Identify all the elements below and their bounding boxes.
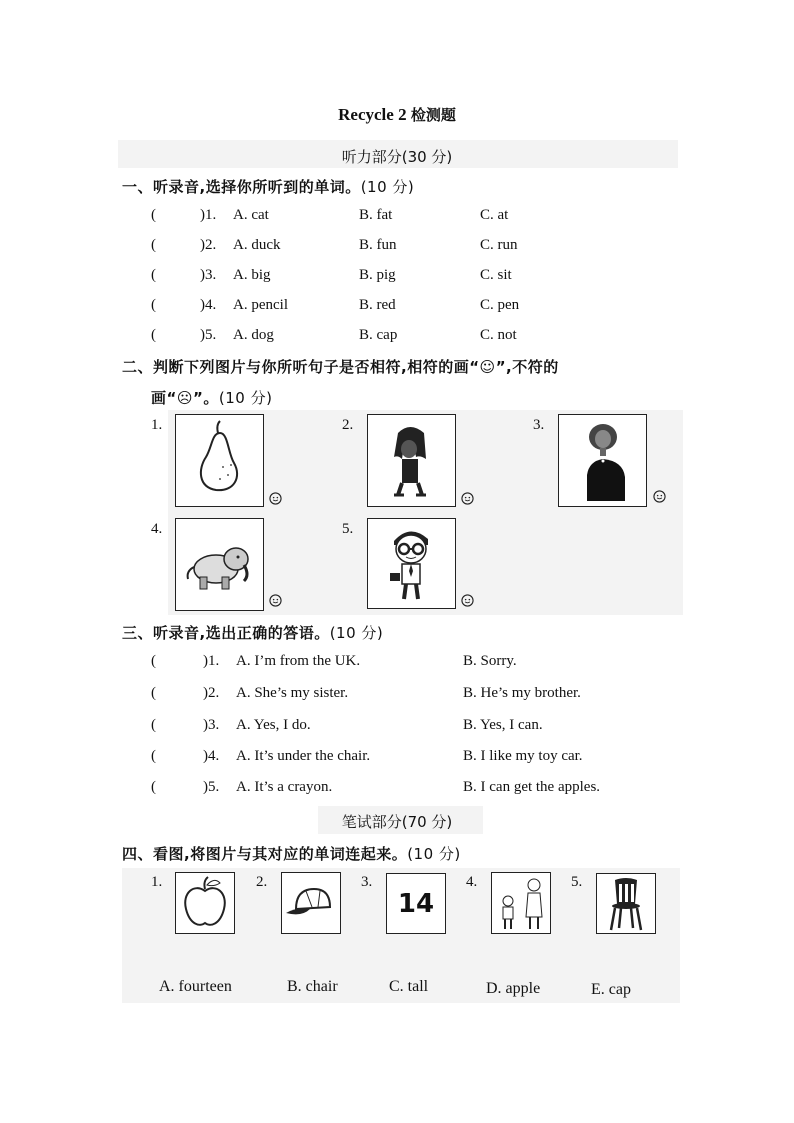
word-option[interactable]: E. cap: [591, 981, 631, 998]
word-option[interactable]: C. tall: [389, 978, 429, 995]
option-a: A. dog: [233, 327, 274, 343]
question-number: )4.: [203, 748, 220, 764]
word-option[interactable]: A. fourteen: [159, 978, 232, 995]
question-number: )2.: [200, 237, 217, 253]
question-number: )5.: [203, 779, 220, 795]
elephant-icon: [175, 518, 264, 611]
option-a: A. duck: [233, 237, 281, 253]
question-number: )2.: [203, 685, 220, 701]
question-number: )3.: [203, 717, 220, 733]
section2-heading: 二、判断下列图片与你所听句子是否相符,相符的画“☺”,不符的: [122, 358, 559, 376]
title-en: Recycle 2: [338, 105, 407, 124]
question-number: )4.: [200, 297, 217, 313]
section2-score: (10 分): [218, 389, 273, 407]
option-c: C. at: [480, 207, 509, 223]
option-c: C. pen: [480, 297, 520, 313]
smiley-icon: [461, 594, 474, 607]
picture-number: 2.: [342, 417, 354, 433]
boy-glasses-icon: [367, 518, 456, 609]
listening-part-title: 听力部分(30 分): [341, 148, 453, 166]
section1-heading: [122, 176, 414, 197]
question-number: )3.: [200, 267, 217, 283]
option-b: B. fat: [359, 207, 393, 223]
section2-heading-line2: [151, 387, 272, 408]
picture-number: 3.: [533, 417, 545, 433]
word-option[interactable]: D. apple: [486, 980, 541, 997]
option-b: B. fun: [359, 237, 397, 253]
section4-score: (10 分): [407, 845, 461, 863]
section3-score: (10 分): [329, 624, 384, 642]
option-a: A. big: [233, 267, 271, 283]
answer-paren[interactable]: (: [151, 267, 156, 283]
number-card-text: 14: [397, 888, 435, 919]
option-b: B. red: [359, 297, 396, 313]
option-b: B. He’s my brother.: [463, 685, 581, 701]
picture-number: 1.: [151, 417, 163, 433]
answer-paren[interactable]: (: [151, 779, 156, 795]
option-c: C. run: [480, 237, 518, 253]
woman-icon: [558, 414, 647, 507]
smiley-icon: [461, 492, 474, 505]
option-b: B. Yes, I can.: [463, 717, 543, 733]
tall-short-icon: [491, 872, 551, 934]
section1-score: (10 分): [360, 178, 415, 196]
answer-paren[interactable]: (: [151, 327, 156, 343]
option-c: C. sit: [480, 267, 512, 283]
smiley-icon: [653, 490, 666, 503]
option-a: A. Yes, I do.: [236, 717, 311, 733]
number-card-icon: [386, 873, 446, 934]
picture-number: 1.: [151, 874, 163, 890]
option-a: A. It’s under the chair.: [236, 748, 371, 764]
chair-icon: [596, 873, 656, 934]
option-a: A. pencil: [233, 297, 288, 313]
option-c: C. not: [480, 327, 517, 343]
picture-number: 2.: [256, 874, 268, 890]
answer-paren[interactable]: (: [151, 237, 156, 253]
answer-paren[interactable]: (: [151, 297, 156, 313]
question-number: )5.: [200, 327, 217, 343]
answer-paren[interactable]: (: [151, 207, 156, 223]
pear-icon: [175, 414, 264, 507]
girl-icon: [367, 414, 456, 507]
picture-number: 4.: [466, 874, 478, 890]
question-number: )1.: [203, 653, 220, 669]
question-number: )1.: [200, 207, 217, 223]
answer-paren[interactable]: (: [151, 653, 156, 669]
answer-paren[interactable]: (: [151, 717, 156, 733]
option-a: A. cat: [233, 207, 269, 223]
option-a: A. It’s a crayon.: [236, 779, 333, 795]
writing-part-title: 笔试部分(70 分): [341, 813, 453, 831]
answer-paren[interactable]: (: [151, 748, 156, 764]
smiley-icon: [269, 492, 282, 505]
picture-number: 5.: [342, 521, 354, 537]
smiley-icon: [269, 594, 282, 607]
option-b: B. pig: [359, 267, 396, 283]
option-b: B. Sorry.: [463, 653, 517, 669]
option-a: A. I’m from the UK.: [236, 653, 361, 669]
answer-paren[interactable]: (: [151, 685, 156, 701]
section4-heading: [122, 843, 461, 864]
picture-number: 5.: [571, 874, 583, 890]
section3-heading-text: 三、听录音,选出正确的答语。: [122, 624, 330, 642]
section2-heading-text2: 画“☹”。: [151, 389, 219, 407]
picture-number: 4.: [151, 521, 163, 537]
section3-heading: [122, 622, 383, 643]
apple-icon: [175, 872, 235, 934]
page-title: [0, 104, 794, 125]
section4-heading-text: 四、看图,将图片与其对应的单词连起来。: [122, 845, 408, 863]
option-b: B. cap: [359, 327, 398, 343]
option-b: B. I can get the apples.: [463, 779, 601, 795]
word-option[interactable]: B. chair: [287, 978, 338, 995]
section1-heading-text: 一、听录音,选择你所听到的单词。: [122, 178, 361, 196]
picture-number: 3.: [361, 874, 373, 890]
title-cn: 检测题: [410, 106, 456, 124]
option-b: B. I like my toy car.: [463, 748, 583, 764]
cap-icon: [281, 872, 341, 934]
option-a: A. She’s my sister.: [236, 685, 349, 701]
